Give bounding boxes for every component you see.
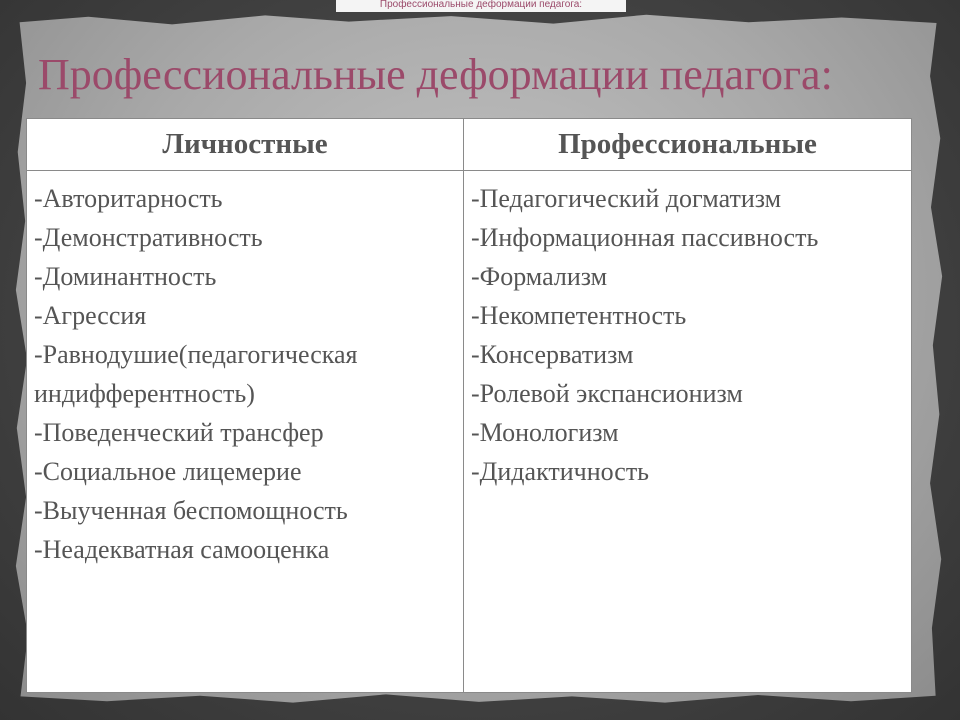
professional-list (464, 171, 911, 491)
list-item: -Социальное лицемерие (34, 457, 302, 486)
list-item: -Авторитарность (34, 184, 223, 213)
list-item: -Выученная беспомощность (34, 496, 348, 525)
list-item: -Консерватизм (471, 340, 634, 369)
list-item: -Агрессия (34, 301, 147, 330)
column-heading-personal: Личностные (27, 119, 464, 171)
column-heading-professional: Профессиональные (464, 119, 911, 171)
list-item: -Формализм (471, 262, 608, 291)
list-item: -Равнодушие(педагогическая (34, 340, 358, 369)
list-item: -Ролевой экспансионизм (471, 379, 743, 408)
list-item: -Поведенческий трансфер (34, 418, 324, 447)
list-item: -Монологизм (471, 418, 619, 447)
list-item: -Дидактичность (471, 457, 650, 486)
slide-title: Профессиональные деформации педагога: (38, 50, 833, 99)
list-item: -Неадекватная самооценка (34, 535, 330, 564)
list-item: -Информационная пассивность (471, 223, 819, 252)
column-personal (27, 171, 464, 692)
list-item: -Педагогический догматизм (471, 184, 782, 213)
list-item: -Некомпетентность (471, 301, 687, 330)
column-professional (464, 171, 911, 692)
list-item: -Демонстративность (34, 223, 263, 252)
deformations-table (26, 118, 912, 693)
list-item: -Доминантность (34, 262, 217, 291)
top-caption-tab: Профессиональные деформации педагога: (336, 0, 626, 12)
personal-list (27, 171, 463, 569)
list-item: индифферентность) (34, 379, 255, 408)
